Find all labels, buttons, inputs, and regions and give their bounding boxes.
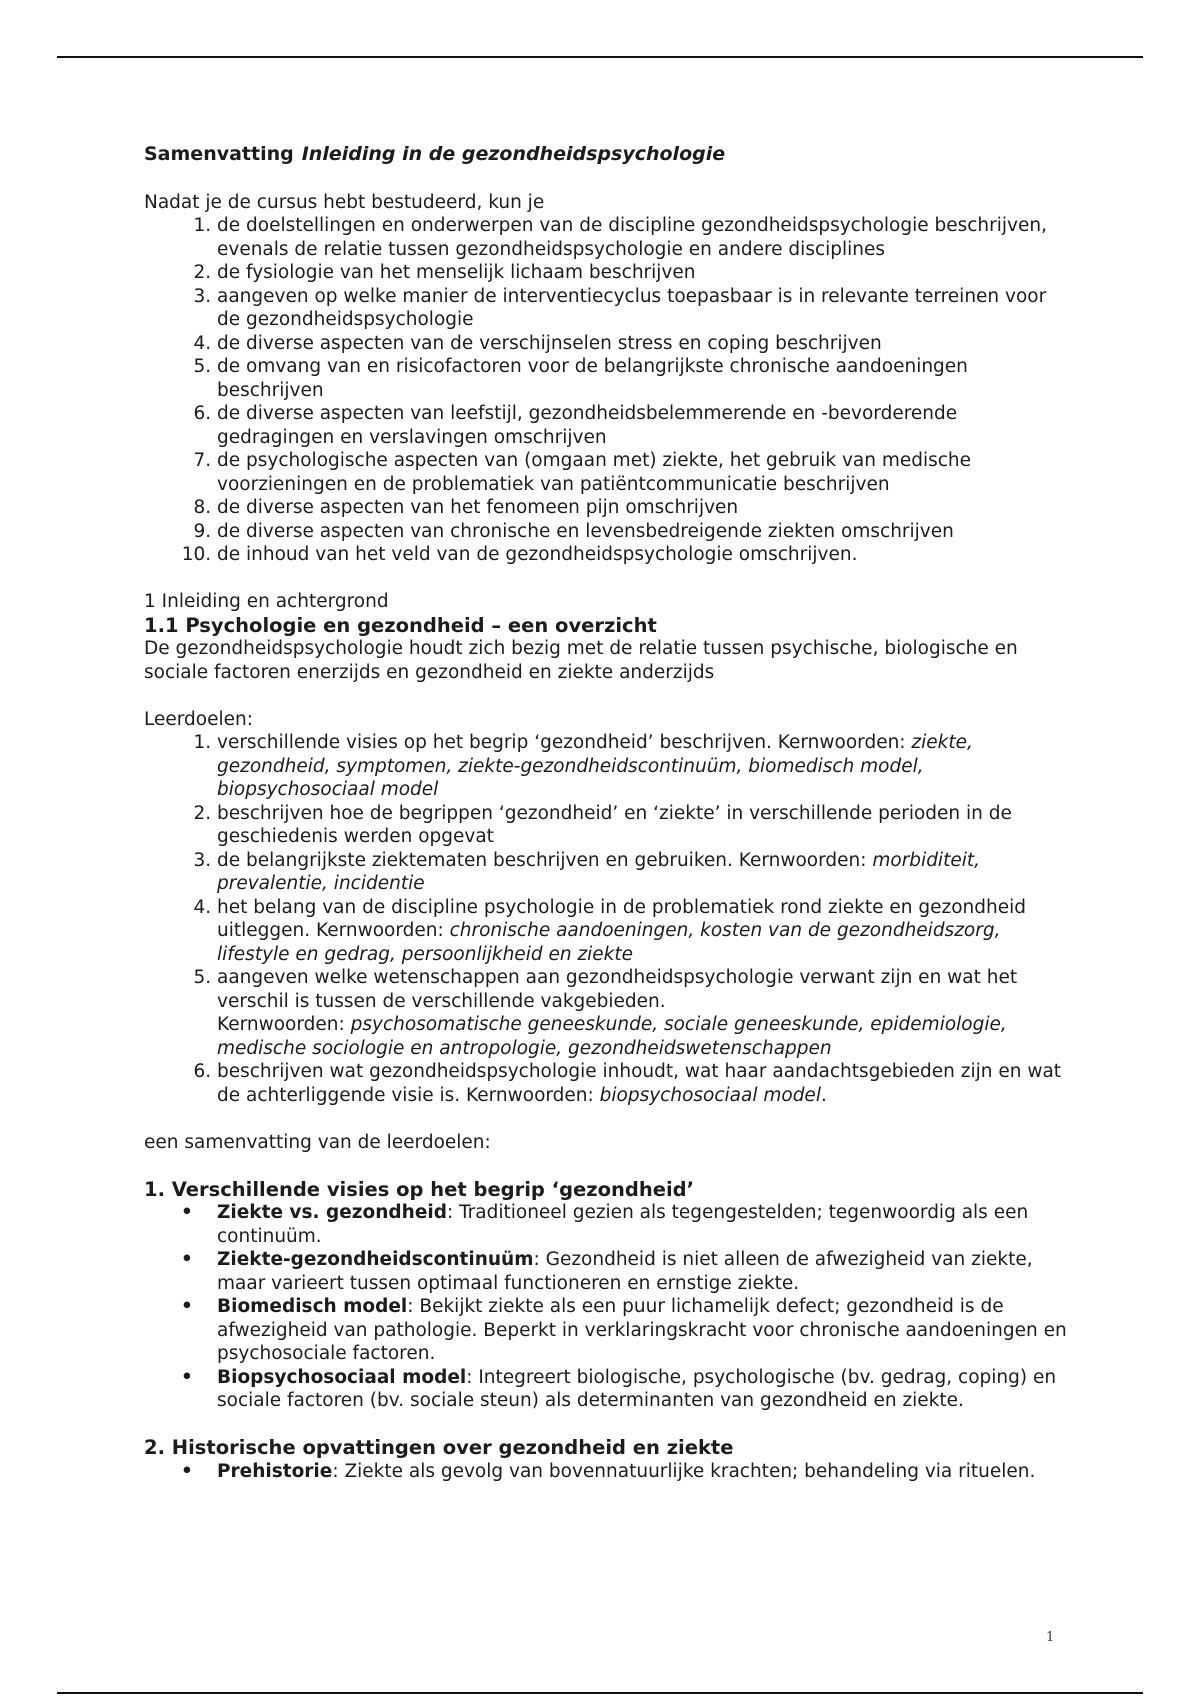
course-goal: 6. de diverse aspecten van leefstijl, gezondheidsbelemmerende en -bevorderende gedragingen en verslavingen omschrijven bbox=[217, 402, 1074, 449]
summary-item: • Prehistorie: Ziekte als gevolg van bovennatuurlijke krachten; behandeling via rituelen. bbox=[217, 1460, 1074, 1484]
learning-goal: 3. de belangrijkste ziektematen beschrijven en gebruiken. Kernwoorden: morbiditeit, prevalentie, incidentie bbox=[217, 849, 1074, 896]
learning-goals-label: Leerdoelen: bbox=[144, 708, 253, 730]
summary-item: • Biomedisch model: Bekijkt ziekte als een puur lichamelijk defect; gezondheid is de afwezigheid van pathologie. Beperkt in verklaringskracht voor chronische aandoeningen en psychosociale factoren. bbox=[217, 1295, 1074, 1366]
keywords: morbiditeit, prevalentie, incidentie bbox=[217, 849, 980, 894]
document-title bbox=[144, 143, 1074, 167]
title-prefix: Samenvatting bbox=[144, 143, 294, 165]
course-goal: 7. de psychologische aspecten van (omgaan met) ziekte, het gebruik van medische voorzieningen en de problematiek van patiëntcommunicatie beschrijven bbox=[217, 449, 1074, 496]
summary-heading: 2. Historische opvattingen over gezondheid en ziekte bbox=[144, 1436, 734, 1459]
course-goal: 1. de doelstellingen en onderwerpen van de discipline gezondheidspsychologie beschrijven, evenals de relatie tussen gezondheidspsychologie en andere disciplines bbox=[217, 214, 1074, 261]
footer-rule bbox=[57, 1692, 1143, 1694]
course-goal: 3. aangeven op welke manier de interventiecyclus toepasbaar is in relevante terreinen voor de gezondheidspsychologie bbox=[217, 285, 1074, 332]
keywords: ziekte, gezondheid, symptomen, ziekte-gezondheidscontinuüm, biomedisch model, biopsychosociaal model bbox=[217, 732, 973, 800]
summary-heading: 1. Verschillende visies op het begrip ‘gezondheid’ bbox=[144, 1177, 695, 1201]
summary-list bbox=[144, 1460, 1074, 1484]
course-goal: 8. de diverse aspecten van het fenomeen pijn omschrijven bbox=[217, 496, 1074, 520]
summary-label: een samenvatting van de leerdoelen: bbox=[144, 1131, 491, 1153]
course-goal: 10. de inhoud van het veld van de gezondheidspsychologie omschrijven. bbox=[217, 543, 1074, 567]
course-goal: 4. de diverse aspecten van de verschijnselen stress en coping beschrijven bbox=[217, 332, 1074, 356]
intro-line: Nadat je de cursus hebt bestudeerd, kun je bbox=[144, 191, 545, 213]
keywords: chronische aandoeningen, kosten van de gezondheidszorg, lifestyle en gedrag, persoonlijkheid en ziekte bbox=[217, 920, 1001, 965]
course-goal: 9. de diverse aspecten van chronische en levensbedreigende ziekten omschrijven bbox=[217, 520, 1074, 544]
learning-goal: 4. het belang van de discipline psychologie in de problematiek rond ziekte en gezondheid uitleggen. Kernwoorden: chronische aandoeningen, kosten van de gezondheidszorg, lifestyle en gedrag, persoonlijkheid en ziekte bbox=[217, 896, 1074, 967]
course-goal: 2. de fysiologie van het menselijk lichaam beschrijven bbox=[217, 261, 1074, 285]
keywords: psychosomatische geneeskunde, sociale geneeskunde, epidemiologie, medische sociologie en antropologie, gezondheidswetenschappen bbox=[217, 1014, 1007, 1059]
learning-goal: 1. verschillende visies op het begrip ‘gezondheid’ beschrijven. Kernwoorden: ziekte, gezondheid, symptomen, ziekte-gezondheidscontinuüm, biomedisch model, biopsychosociaal model bbox=[217, 731, 1074, 802]
chapter-heading: 1 Inleiding en achtergrond bbox=[144, 591, 389, 612]
learning-goals-list bbox=[144, 731, 1074, 1107]
section-description: De gezondheidspsychologie houdt zich bezig met de relatie tussen psychische, biologische en sociale factoren enerzijds en gezondheid en ziekte anderzijds bbox=[144, 638, 1018, 683]
header-rule bbox=[57, 56, 1143, 58]
title-italic: Inleiding in de gezondheidspsychologie bbox=[301, 143, 726, 165]
summary-item: • Ziekte-gezondheidscontinuüm: Gezondheid is niet alleen de afwezigheid van ziekte, maar varieert tussen optimaal functioneren en ernstige ziekte. bbox=[217, 1248, 1074, 1295]
learning-goal: 2. beschrijven hoe de begrippen ‘gezondheid’ en ‘ziekte’ in verschillende perioden in de geschiedenis werden opgevat bbox=[217, 802, 1074, 849]
course-goals-list bbox=[144, 214, 1074, 567]
page-number: 1 bbox=[1046, 1630, 1055, 1645]
section-heading: 1.1 Psychologie en gezondheid – een overzicht bbox=[144, 613, 657, 637]
summary-item: • Ziekte vs. gezondheid: Traditioneel gezien als tegengestelden; tegenwoordig als een continuüm. bbox=[217, 1201, 1074, 1248]
document-body bbox=[144, 143, 1074, 1483]
course-goal: 5. de omvang van en risicofactoren voor de belangrijkste chronische aandoeningen beschrijven bbox=[217, 355, 1074, 402]
summary-list bbox=[144, 1201, 1074, 1413]
summary-item: • Biopsychosociaal model: Integreert biologische, psychologische (bv. gedrag, coping) en sociale factoren (bv. sociale steun) als determinanten van gezondheid en ziekte. bbox=[217, 1366, 1074, 1413]
learning-goal: 6. beschrijven wat gezondheidspsychologie inhoudt, wat haar aandachtsgebieden zijn en wat de achterliggende visie is. Kernwoorden: biopsychosociaal model. bbox=[217, 1060, 1074, 1107]
keywords: biopsychosociaal model bbox=[599, 1084, 821, 1106]
learning-goal: 5. aangeven welke wetenschappen aan gezondheidspsychologie verwant zijn en wat het verschil is tussen de verschillende vakgebieden. Kernwoorden: psychosomatische geneeskunde, sociale geneeskunde, epidemiologie, medische sociologie en antropologie, gezondheidswetenschappen bbox=[217, 966, 1074, 1060]
